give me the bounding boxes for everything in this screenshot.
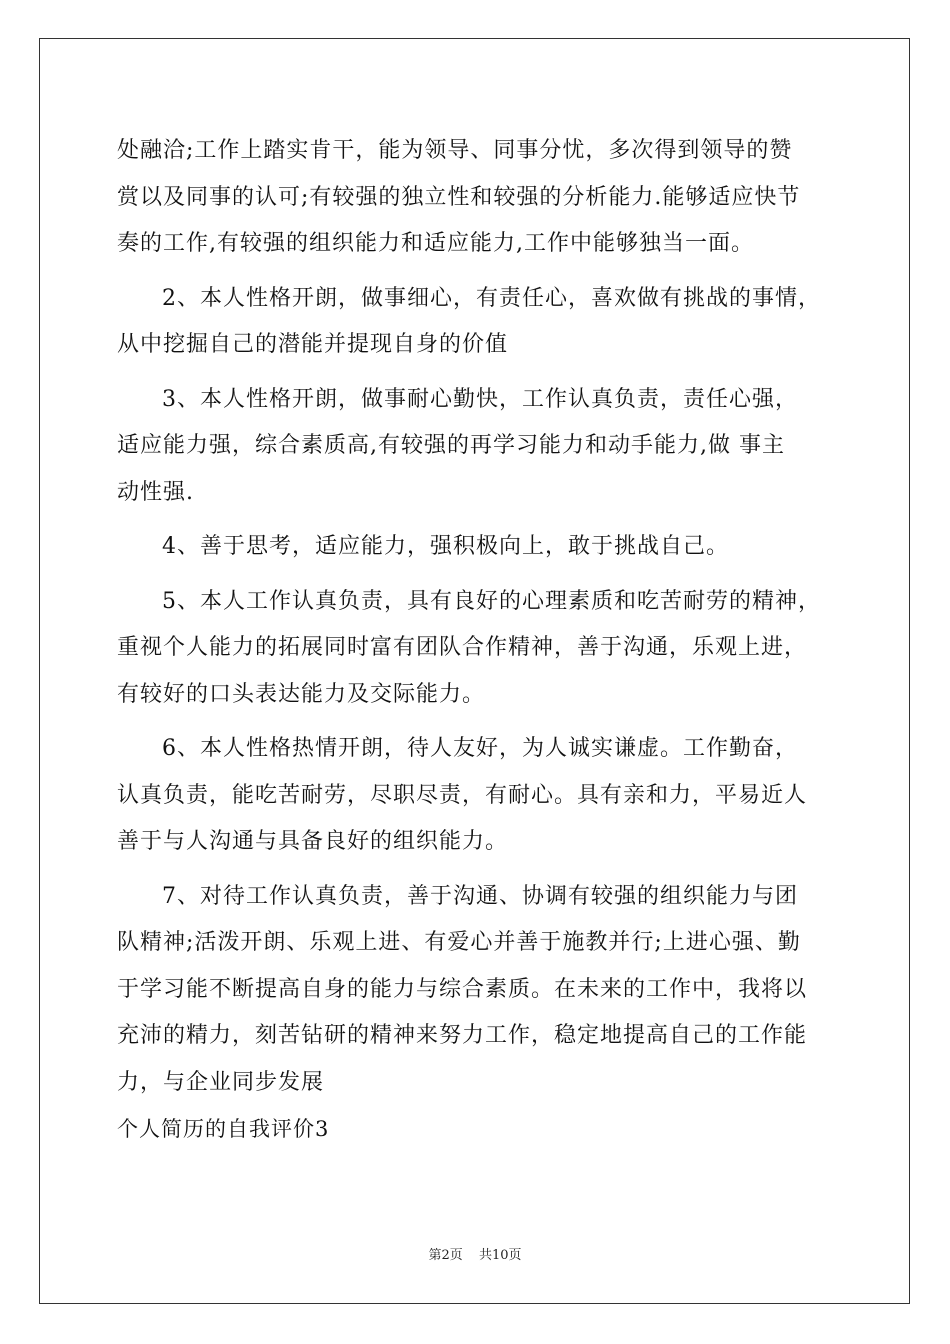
text-line: 队精神;活泼开朗、乐观上进、有爱心并善于施教并行;上进心强、勤 [117,930,801,955]
text-line: 适应能力强，综合素质高,有较强的再学习能力和动手能力,做 事主 [117,433,785,458]
text-line: 6、本人性格热情开朗，待人友好，为人诚实谦虚。工作勤奋， [162,736,798,761]
text-line: 奏的工作,有较强的组织能力和适应能力,工作中能够独当一面。 [117,231,754,256]
document-body [117,128,837,1153]
text-line: 7、对待工作认真负责，善于沟通、协调有较强的组织能力与团 [162,883,798,909]
text-line: 3、本人性格开朗，做事耐心勤快，工作认真负责，责任心强， [162,386,798,412]
paragraph-item-6 [117,726,837,866]
text-line: 于学习能不断提高自身的能力与综合素质。在未来的工作中，我将以 [117,976,808,1002]
total-pages: 共10页 [478,1248,522,1263]
paragraph-intro [117,128,837,268]
section-heading: 个人简历的自我评价3 [117,1117,330,1141]
text-line: 动性强. [117,479,194,505]
text-line: 5、本人工作认真负责，具有良好的心理素质和吃苦耐劳的精神， [162,588,821,614]
text-line: 赏以及同事的认可;有较强的独立性和较强的分析能力.能够适应快节 [117,184,801,210]
text-line: 重视个人能力的拓展同时富有团队合作精神，善于沟通，乐观上进， [117,635,808,660]
page-footer [0,1244,950,1263]
text-line: 从中挖掘自己的潜能并提现自身的价值 [117,332,509,357]
paragraph-item-3 [117,377,837,517]
text-line: 充沛的精力，刻苦钻研的精神来努力工作，稳定地提高自己的工作能 [117,1023,808,1048]
text-line: 力，与企业同步发展 [117,1069,325,1095]
text-line: 2、本人性格开朗，做事细心，有责任心，喜欢做有挑战的事情， [162,285,821,311]
text-line: 处融洽;工作上踏实肯干，能为领导、同事分忧，多次得到领导的赞 [117,138,793,163]
text-line: 善于与人沟通与具备良好的组织能力。 [117,829,509,854]
paragraph-item-5 [117,579,837,719]
page-number: 第2页 [428,1248,463,1263]
paragraph-item-7 [117,874,837,1107]
text-line: 认真负责，能吃苦耐劳，尽职尽责，有耐心。具有亲和力，平易近人 [117,782,808,808]
text-line: 有较好的口头表达能力及交际能力。 [117,681,486,707]
text-line: 4、善于思考，适应能力，强积极向上，敢于挑战自己。 [162,534,729,559]
paragraph-item-2 [117,276,837,369]
paragraph-item-4 [117,524,837,571]
